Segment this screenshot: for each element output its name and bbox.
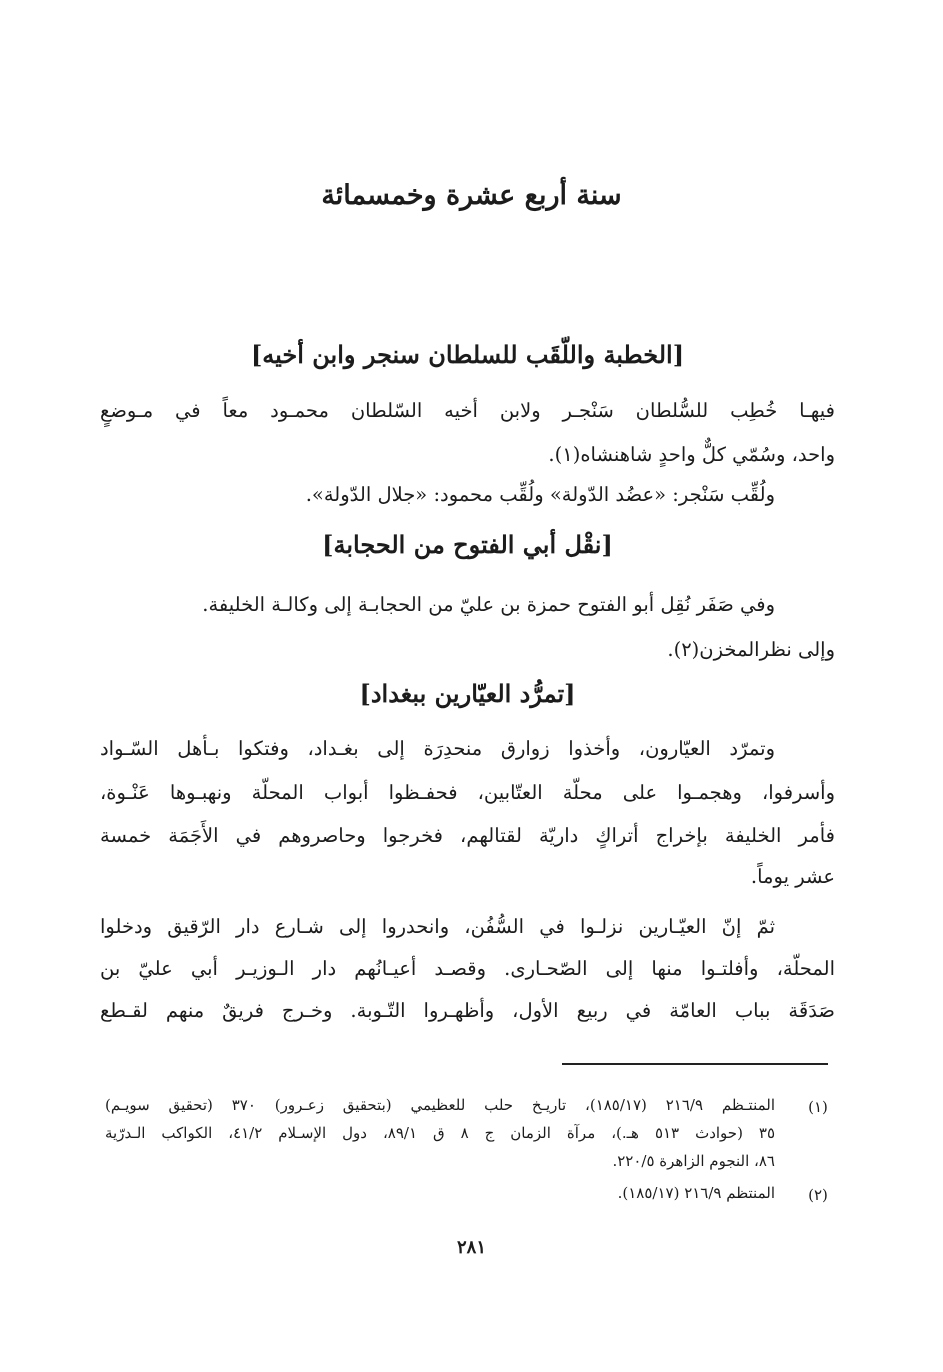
footnote-line: المنتظم ٢١٦/٩ (١٨٥/١٧). [617,1184,775,1202]
paragraph-line: ثمّ إنّ العيّـارين نزلـوا في السُّفُن، وانحدروا إلى شـارع دار الرّقيق ودخلوا [100,915,775,938]
footnote-divider [562,1063,828,1065]
section-heading: [الخطبة واللّقَب للسلطان سنجر وابن أخيه] [250,340,685,369]
section-heading: [نقْل أبي الفتوح من الحجابة] [322,530,613,559]
footnote-line: المنتـظم ٢١٦/٩ (١٨٥/١٧)، تاريـخ حلب للعظيمي (بتحقيق زعـرور) ٣٧٠ (تحقيق سويـم) [105,1096,775,1114]
footnote-line: ٣٥ (حوادث ٥١٣ هـ.)، مرآة الزمان ج ٨ ق ٨٩/١، دول الإسـلام ٤١/٢، الكواكب الـدرّية [105,1124,776,1142]
page-number: ٢٨١ [456,1237,486,1258]
paragraph-line: وإلى نظرالمخزن(٢). [667,638,835,661]
paragraph-line: وتمرّد العيّارون، وأخذوا زوارق منحدِرَة إلى بغـداد، وفتكوا بـأهل السّـواد [100,737,775,760]
paragraph-line: فيهـا خُطِب للسُّلطان سَنْجـر ولابن أخيه السّلطان محمـود معاً في مـوضعٍ [100,399,835,422]
section-heading: [تمرُّد العيّارين ببغداد] [359,679,576,708]
paragraph-line: عشر يوماً. [750,865,835,888]
paragraph-line: وفي صَفَر نُقِل أبو الفتوح حمزة بن عليّ من الحجابـة إلى وكالـة الخليفة. [202,593,775,616]
paragraph-line: واحد، وسُمّي كلٌّ واحدٍ شاهنشاه(١). [548,443,835,466]
paragraph-line: فأمر الخليفة بإخراج أتراكٍ داريّة لقتالهم، فخرجوا وحاصروهم في الأَجَمَة خمسة [100,824,835,847]
paragraph-line: المحلّة، وأفلتـوا منها إلى الصّحـارى. وقصـد أعيـانُهم دار الـوزيـر أبي عليّ بن [100,957,835,980]
footnote-line: ٨٦، النجوم الزاهرة ٢٢٠/٥. [612,1152,775,1170]
paragraph-line: ولُقِّب سَنْجر: «عضُد الدّولة» ولُقِّب محمود: «جلال الدّولة». [305,483,775,506]
paragraph-line: وأسرفوا، وهجمـوا على محلّة العتّابين، فحفـظوا أبواب المحلّة ونهبـوها عَنْـوة، [100,781,835,804]
paragraph-line: صَدَقَة بباب العامّة في ربيع الأول، وأظهـروا التّـوبة. وخـرج فريقٌ منهم لقـطع [100,999,835,1022]
footnote-number: (١) [808,1098,828,1116]
chapter-title: سنة أربع عشرة وخمسمائة [321,180,622,211]
footnote-number: (٢) [808,1186,828,1204]
